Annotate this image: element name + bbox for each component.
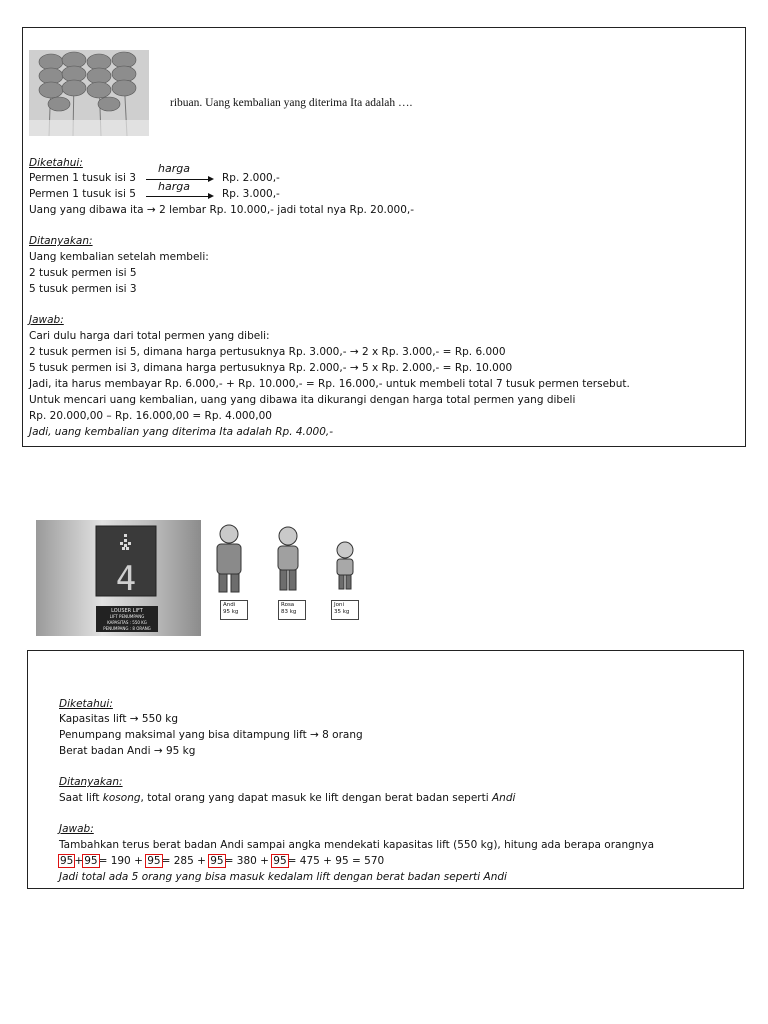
sum-text: = 285 + <box>161 855 206 867</box>
person-name: Joni <box>334 602 345 608</box>
ditanyakan-heading: Ditanyakan: <box>29 235 93 247</box>
joni-figure <box>337 542 353 589</box>
sum-text: = 475 + 95 = 570 <box>287 855 385 867</box>
asked-item: 2 tusuk permen isi 5 <box>29 267 137 279</box>
answer-line: Rp. 20.000,00 – Rp. 16.000,00 = Rp. 4.000,00 <box>29 410 272 422</box>
jawab-heading: Jawab: <box>59 823 94 835</box>
answer-line: Cari dulu harga dari total permen yang dibeli: <box>29 330 270 342</box>
highlighted-term: 95 <box>147 855 161 867</box>
sum-text: = 380 + <box>224 855 269 867</box>
andi-tag <box>220 600 248 620</box>
diketahui-heading: Diketahui: <box>29 157 83 169</box>
sum-line <box>59 854 384 868</box>
sum-text: + <box>74 855 84 867</box>
sum-text: = 190 + <box>98 855 143 867</box>
ditanyakan-heading: Ditanyakan: <box>59 776 123 788</box>
lift-plate-line: LOUSER LIFT <box>111 608 143 614</box>
diketahui-heading: Diketahui: <box>59 698 113 710</box>
conclusion: Jadi, uang kembalian yang diterima Ita adalah Rp. 4.000,- <box>29 426 334 438</box>
answer-line: Jadi, ita harus membayar Rp. 6.000,- + Rp. 10.000,- = Rp. 16.000,- untuk membeli total 7 tusuk permen tersebut. <box>29 378 630 390</box>
rosa-figure <box>278 527 298 590</box>
known-item: Penumpang maksimal yang bisa ditampung lift → 8 orang <box>59 729 363 741</box>
answer-line: 2 tusuk permen isi 5, dimana harga pertusuknya Rp. 3.000,- → 2 x Rp. 3.000,- = Rp. 6.000 <box>29 346 506 358</box>
person-weight: 35 kg <box>334 609 350 615</box>
price-arrow-label: harga <box>158 162 190 175</box>
lift-plate-line: LIFT PENUMPANG <box>109 614 145 619</box>
lift-plate-line: KAPASITAS : 550 KG <box>107 620 147 625</box>
known-item: Berat badan Andi → 95 kg <box>59 745 196 757</box>
highlighted-term: 95 <box>84 855 98 867</box>
asked-part: Saat lift <box>59 792 103 804</box>
answer-line: Tambahkan terus berat badan Andi sampai angka mendekati kapasitas lift (550 kg), hitung ada berapa orangnya <box>59 839 655 851</box>
jawab-heading: Jawab: <box>29 314 64 326</box>
joni-tag <box>331 600 359 620</box>
lift-plate-line: PENUMPANG : 8 ORANG <box>103 626 151 631</box>
rosa-tag <box>278 600 306 620</box>
candy-skewer-photo <box>29 50 149 136</box>
person-weight: 83 kg <box>281 609 297 615</box>
asked-part: , total orang yang dapat masuk ke lift dengan berat badan seperti <box>140 792 492 804</box>
highlighted-term: 95 <box>273 855 287 867</box>
known-item: Permen 1 tusuk isi 3 <box>29 172 136 184</box>
answer-line: Untuk mencari uang kembalian, uang yang dibawa ita dikurangi dengan harga total permen yang dibeli <box>29 394 576 406</box>
price-value: Rp. 3.000,- <box>222 188 280 200</box>
asked-line <box>59 791 515 805</box>
lift-floor-number: 4 <box>115 559 137 599</box>
known-item: Kapasitas lift → 550 kg <box>59 713 179 725</box>
asked-part-emphasis: kosong <box>102 792 141 804</box>
andi-figure <box>217 525 241 592</box>
answer-line: 5 tusuk permen isi 3, dimana harga pertusuknya Rp. 2.000,- → 5 x Rp. 2.000,- = Rp. 10.000 <box>29 362 513 374</box>
question-tail: ribuan. Uang kembalian yang diterima Ita adalah …. <box>170 97 413 109</box>
person-name: Andi <box>223 602 236 608</box>
person-weight: 95 kg <box>223 609 239 615</box>
highlighted-term: 95 <box>210 855 224 867</box>
asked-part-emphasis: Andi <box>492 792 516 804</box>
highlighted-term: 95 <box>60 855 74 867</box>
conclusion: Jadi total ada 5 orang yang bisa masuk kedalam lift dengan berat badan seperti Andi <box>59 871 507 883</box>
asked-item: Uang kembalian setelah membeli: <box>29 251 209 263</box>
money-line: Uang yang dibawa ita → 2 lembar Rp. 10.000,- jadi total nya Rp. 20.000,- <box>29 204 415 216</box>
price-value: Rp. 2.000,- <box>222 172 280 184</box>
person-name: Rosa <box>281 602 295 608</box>
known-item: Permen 1 tusuk isi 5 <box>29 188 136 200</box>
arrow-icon <box>146 196 212 197</box>
price-arrow-label: harga <box>158 180 190 193</box>
asked-item: 5 tusuk permen isi 3 <box>29 283 137 295</box>
lift-panel-photo <box>36 520 201 636</box>
people-illustration <box>203 520 370 638</box>
